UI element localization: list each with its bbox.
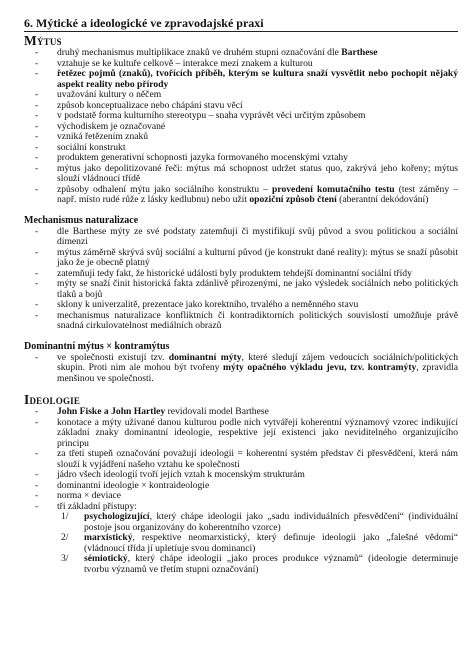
naturalizace-list [24, 227, 458, 332]
text-run: , respektive neomarxistický, který definuje ideologii jako „falešné vědomí“ (vládnoucí třída jí upletíuje svou dominanci) [84, 532, 458, 554]
dash-bullet-icon: - [35, 57, 39, 69]
dash-bullet-icon: - [35, 490, 39, 501]
list-item [24, 449, 458, 470]
bold-text-run: marxistický [84, 532, 133, 543]
bold-text-run: mýty opačného výkladu jevu, tzv. kontramýty [223, 362, 417, 373]
section-heading-ideologie: Ideologie [24, 392, 81, 407]
dash-bullet-icon: - [35, 500, 39, 512]
page-title: 6. Mýtické a ideologické ve zpravodajské praxi [24, 0, 458, 32]
text-run: konotace a mýty užívané danou kulturou podle nich vytvářejí koherentní významový vzorec indikující základní znaky dominantní ideologie, respektive její existenci jako neviditelného organizujícího principu [57, 416, 458, 449]
dominantni-list [24, 353, 458, 385]
list-item [24, 279, 458, 300]
dash-bullet-icon: - [35, 278, 39, 289]
approach-item [24, 554, 458, 575]
text-run: produktem generativní schopnosti jazyka formovaného mocenskými vztahy [57, 152, 348, 163]
text-run: , který chápe ideologii „jako proces produkce významů“ (ideologie determinuje tvorbu významů ve třetím stupni označování) [84, 553, 458, 575]
dash-bullet-icon: - [35, 267, 39, 279]
text-run: (test záměny – např. místo rudé růže z lásky kedlubnu) nebo užít [57, 183, 458, 205]
text-run: mýty se snaží činit historická fakta zdánlivě přirozenými, ne jako výsledek sociálních nebo politických tlaků a bojů [57, 278, 458, 300]
text-run: ve společnosti existují tzv. [57, 351, 169, 363]
text-run: východiskem je označované [57, 120, 166, 132]
text-run: , zpravidla menšinou ve společnosti. [57, 362, 458, 384]
text-run: vztahuje se ke kultuře celkově – interakce mezi znakem a kulturou [57, 57, 313, 69]
dash-bullet-icon: - [35, 47, 39, 58]
text-run: mýtus záměrně skrývá svůj sociální a kulturní původ (je konstrukt dané reality): mýtus se snaží působit jako že je obecně platný [57, 246, 458, 268]
bold-text-run: sémiotický [84, 553, 128, 564]
dash-bullet-icon: - [35, 131, 39, 142]
dash-bullet-icon: - [35, 89, 39, 100]
dash-bullet-icon: - [35, 120, 39, 132]
dash-bullet-icon: - [35, 246, 39, 258]
dash-bullet-icon: - [35, 351, 39, 363]
dash-bullet-icon: - [35, 183, 39, 195]
list-item [24, 185, 458, 206]
bold-text-run: dominantní mýty [168, 351, 242, 363]
ideologie-list [24, 407, 458, 512]
text-run: sklony k univerzalitě, prezentace jako korektního, trvalého a neměnného stavu [57, 299, 359, 310]
text-run: způsob konceptualizace nebo chápání stavu věcí [57, 99, 243, 111]
text-run: druhý mechanismus multiplikace znaků ve druhém stupni označování dle [57, 47, 342, 58]
list-item [24, 227, 458, 248]
section-heading-mytus: Mýtus [24, 33, 62, 48]
text-run: tři základní přístupy: [57, 500, 137, 512]
list-item [24, 69, 458, 90]
spacer [24, 384, 458, 392]
approach-item [24, 533, 458, 554]
list-item [24, 353, 458, 385]
dash-bullet-icon: - [35, 110, 39, 121]
list-item [24, 418, 458, 450]
dash-bullet-icon: - [35, 416, 39, 428]
dash-bullet-icon: - [35, 469, 39, 480]
text-run: revidovali model Barthese [165, 406, 269, 417]
text-run: sociální konstrukt [57, 141, 126, 153]
text-run: uvažování kultury o něčem [57, 89, 162, 100]
approaches-list [24, 512, 458, 575]
dash-bullet-icon: - [35, 479, 39, 491]
dash-bullet-icon: - [35, 141, 39, 153]
bold-text-run: řetězec pojmů (znaků), tvořících příběh, kterým se kultura snaží vysvětlit nebo pochopit nějaký aspekt reality nebo přírody [57, 68, 458, 90]
text-run: , který chápe ideologii jako „sadu individuálních přesvědčení“ (individuální postoje jsou organizovány do koherentního vzorce) [84, 511, 458, 533]
approach-number: 3/ [61, 553, 69, 564]
dash-bullet-icon: - [35, 448, 39, 459]
approach-number: 2/ [61, 532, 69, 543]
list-item [24, 311, 458, 332]
bold-text-run: John Fiske a John Hartley [57, 406, 166, 417]
mytus-list [24, 48, 458, 206]
text-run: v podstatě forma kulturního stereotypu – snaha vyprávět věci určitým způsobem [57, 110, 366, 121]
list-item [24, 248, 458, 269]
bold-text-run: opoziční způsob čtení [249, 194, 337, 205]
text-run: dle Barthese mýty ze své podstaty zatemňují či mystifikují svůj původ a svou politickou a sociální dimenzi [57, 225, 458, 247]
text-run: jádro všech ideologií tvoří jejich vztah k mocenským strukturám [57, 469, 305, 480]
text-run: za třetí stupeň označování považují ideologii = koherentní systém představ či přesvědčení, která nám slouží k vyjádření našeho vztahu ke společnosti [57, 448, 458, 470]
subheading-naturalizace: Mechanismus naturalizace [24, 214, 139, 226]
dash-bullet-icon: - [35, 68, 39, 79]
subheading-dominantni-mytus: Dominantní mýtus × kontramýtus [24, 340, 170, 352]
dash-bullet-icon: - [35, 99, 39, 111]
text-run: , které sledují zájem vedoucích sociálních/politických skupin. Proti nim ale mohou být tvořeny [57, 351, 458, 373]
text-run: (aberantní dekódování) [336, 194, 429, 205]
bold-text-run: psychologizující [84, 511, 150, 522]
text-run: mechanismus naturalizace konfliktních či kontradiktorních politických souvislostí umožňuje právě snadná cirkulovatelnost mediálních obrazů [57, 309, 458, 331]
dash-bullet-icon: - [35, 406, 39, 417]
dash-bullet-icon: - [35, 309, 39, 321]
text-run: mýtus jako depolitizované řeči: mýtus má schopnost udržet status quo, zakrývá jeho kořeny; mýtus slouží vládnoucí třídě [57, 162, 458, 184]
text-run: vzniká řetězením znaků [57, 131, 149, 142]
bold-text-run: provedení komutačního testu [272, 183, 395, 195]
dash-bullet-icon: - [35, 299, 39, 310]
approach-item [24, 512, 458, 533]
bold-text-run: Barthese [341, 47, 378, 58]
text-run: způsoby odhalení mýtu jako sociálního konstruktu – [57, 183, 273, 195]
text-run: zatemňují tedy fakt, že historické události byly produktem tehdejší dominantní sociální třídy [57, 267, 412, 279]
dash-bullet-icon: - [35, 162, 39, 174]
text-run: dominantní ideologie × kontraideologie [57, 479, 210, 491]
approach-number: 1/ [61, 511, 69, 522]
text-run: norma × deviace [57, 490, 122, 501]
list-item [24, 164, 458, 185]
dash-bullet-icon: - [35, 152, 39, 163]
dash-bullet-icon: - [35, 225, 39, 237]
